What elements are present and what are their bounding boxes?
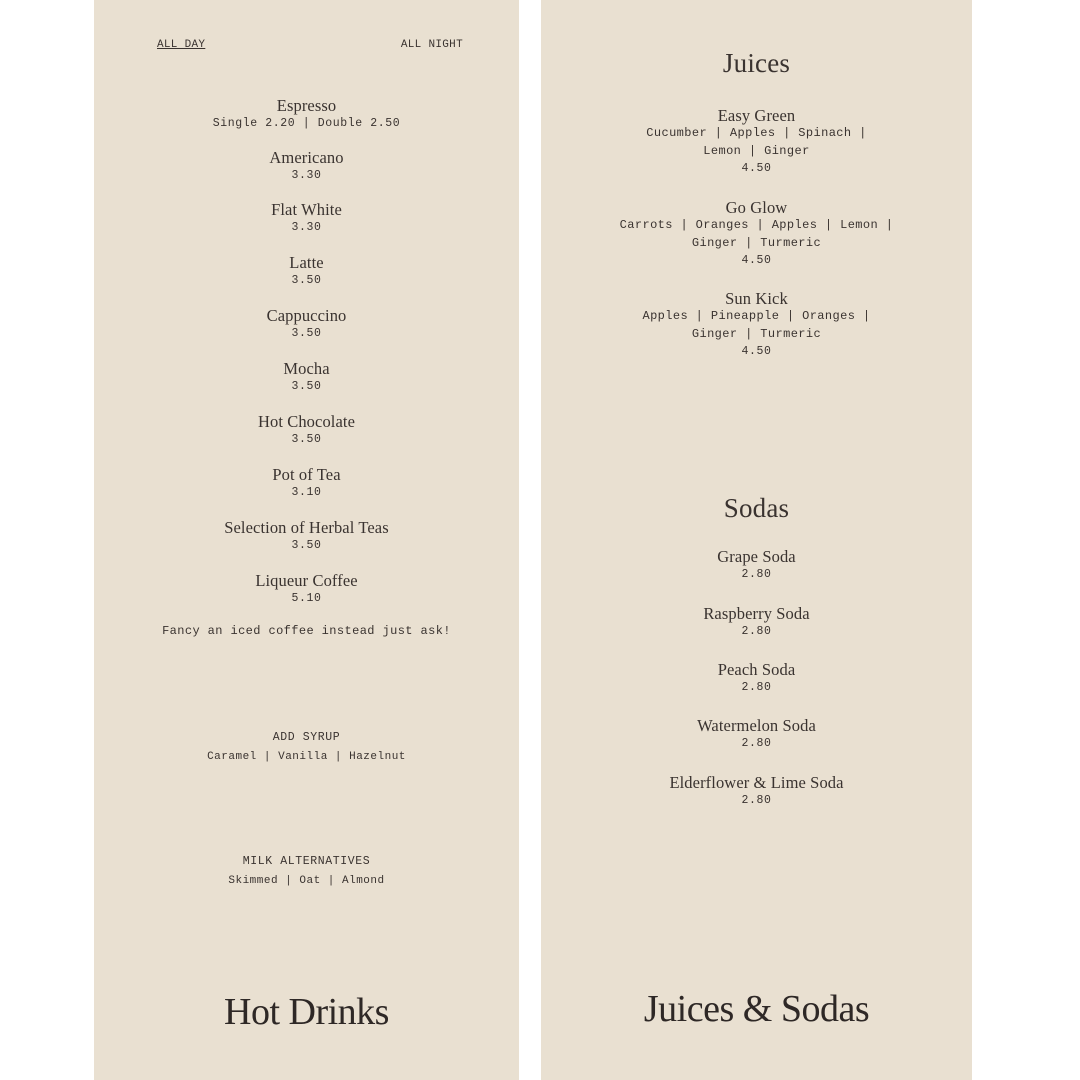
menu-item-latte bbox=[94, 253, 519, 289]
item-ingredients: Apples | Pineapple | Oranges | bbox=[642, 309, 871, 323]
item-name: Easy Green bbox=[717, 106, 796, 125]
milk-title: MILK ALTERNATIVES bbox=[242, 855, 371, 868]
item-name: Watermelon Soda bbox=[697, 716, 816, 735]
milk-section bbox=[94, 853, 519, 891]
juice-item-easy-green bbox=[541, 106, 972, 177]
soda-item-watermelon bbox=[541, 716, 972, 752]
item-price: 3.50 bbox=[291, 327, 322, 340]
item-name: Raspberry Soda bbox=[703, 604, 810, 623]
item-name: Latte bbox=[289, 253, 324, 272]
item-price: 3.10 bbox=[291, 486, 322, 499]
item-name: Elderflower & Lime Soda bbox=[669, 773, 844, 792]
soda-item-raspberry bbox=[541, 604, 972, 640]
item-price: 2.80 bbox=[741, 794, 772, 807]
juices-title: Juices bbox=[722, 48, 791, 78]
item-name: Liqueur Coffee bbox=[255, 571, 358, 590]
syrup-title: ADD SYRUP bbox=[272, 731, 341, 744]
item-ingredients: Carrots | Oranges | Apples | Lemon | bbox=[619, 218, 894, 232]
juice-item-go-glow bbox=[541, 198, 972, 269]
syrup-section bbox=[94, 729, 519, 767]
item-ingredients: Ginger | Turmeric bbox=[691, 235, 822, 250]
item-price: 2.80 bbox=[741, 625, 772, 638]
item-price: 4.50 bbox=[741, 254, 772, 267]
soda-item-elderflower-lime bbox=[541, 773, 972, 809]
menu-item-herbal-teas bbox=[94, 518, 519, 554]
menu-item-hot-chocolate bbox=[94, 412, 519, 448]
item-name: Flat White bbox=[271, 200, 342, 219]
item-price: 3.30 bbox=[291, 221, 322, 234]
item-ingredients: Cucumber | Apples | Spinach | bbox=[646, 126, 867, 140]
item-name: Go Glow bbox=[725, 198, 788, 217]
soda-item-grape bbox=[541, 547, 972, 583]
all-night-link[interactable]: ALL NIGHT bbox=[400, 39, 463, 51]
item-price: 4.50 bbox=[741, 162, 772, 175]
milk-options: Skimmed | Oat | Almond bbox=[228, 875, 385, 887]
item-price: 2.80 bbox=[741, 681, 772, 694]
item-price: 2.80 bbox=[741, 568, 772, 581]
item-price: Single 2.20 | Double 2.50 bbox=[212, 117, 401, 130]
item-price: 4.50 bbox=[741, 345, 772, 358]
item-ingredients: Lemon | Ginger bbox=[703, 143, 810, 158]
hot-drinks-title: Hot Drinks bbox=[224, 991, 389, 1033]
menu-item-americano bbox=[94, 148, 519, 184]
menu-item-pot-of-tea bbox=[94, 465, 519, 501]
item-price: 3.50 bbox=[291, 433, 322, 446]
syrup-options: Caramel | Vanilla | Hazelnut bbox=[207, 751, 406, 763]
menu-item-mocha bbox=[94, 359, 519, 395]
menu-links bbox=[157, 39, 463, 51]
menu-item-flat-white bbox=[94, 200, 519, 236]
item-name: Americano bbox=[269, 148, 344, 167]
item-price: 3.30 bbox=[291, 169, 322, 182]
item-name: Espresso bbox=[276, 96, 337, 115]
menu-item-espresso bbox=[94, 96, 519, 132]
item-name: Hot Chocolate bbox=[257, 412, 356, 431]
all-day-link[interactable]: ALL DAY bbox=[157, 39, 206, 51]
iced-coffee-note: Fancy an iced coffee instead just ask! bbox=[162, 624, 451, 638]
item-name: Cappuccino bbox=[266, 306, 347, 325]
juices-sodas-panel bbox=[541, 0, 972, 1080]
item-price: 3.50 bbox=[291, 274, 322, 287]
item-price: 2.80 bbox=[741, 737, 772, 750]
item-name: Selection of Herbal Teas bbox=[224, 518, 389, 537]
item-name: Mocha bbox=[283, 359, 330, 378]
item-name: Grape Soda bbox=[717, 547, 796, 566]
item-price: 3.50 bbox=[291, 539, 322, 552]
item-ingredients: Ginger | Turmeric bbox=[691, 326, 822, 341]
sodas-title: Sodas bbox=[723, 493, 790, 523]
item-name: Peach Soda bbox=[717, 660, 796, 679]
menu-item-cappuccino bbox=[94, 306, 519, 342]
juices-sodas-title: Juices & Sodas bbox=[643, 988, 870, 1030]
item-price: 3.50 bbox=[291, 380, 322, 393]
menu-item-liqueur-coffee bbox=[94, 571, 519, 607]
soda-item-peach bbox=[541, 660, 972, 696]
item-name: Pot of Tea bbox=[272, 465, 341, 484]
hot-drinks-panel bbox=[94, 0, 519, 1080]
juice-item-sun-kick bbox=[541, 289, 972, 360]
item-name: Sun Kick bbox=[725, 289, 788, 308]
item-price: 5.10 bbox=[291, 592, 322, 605]
